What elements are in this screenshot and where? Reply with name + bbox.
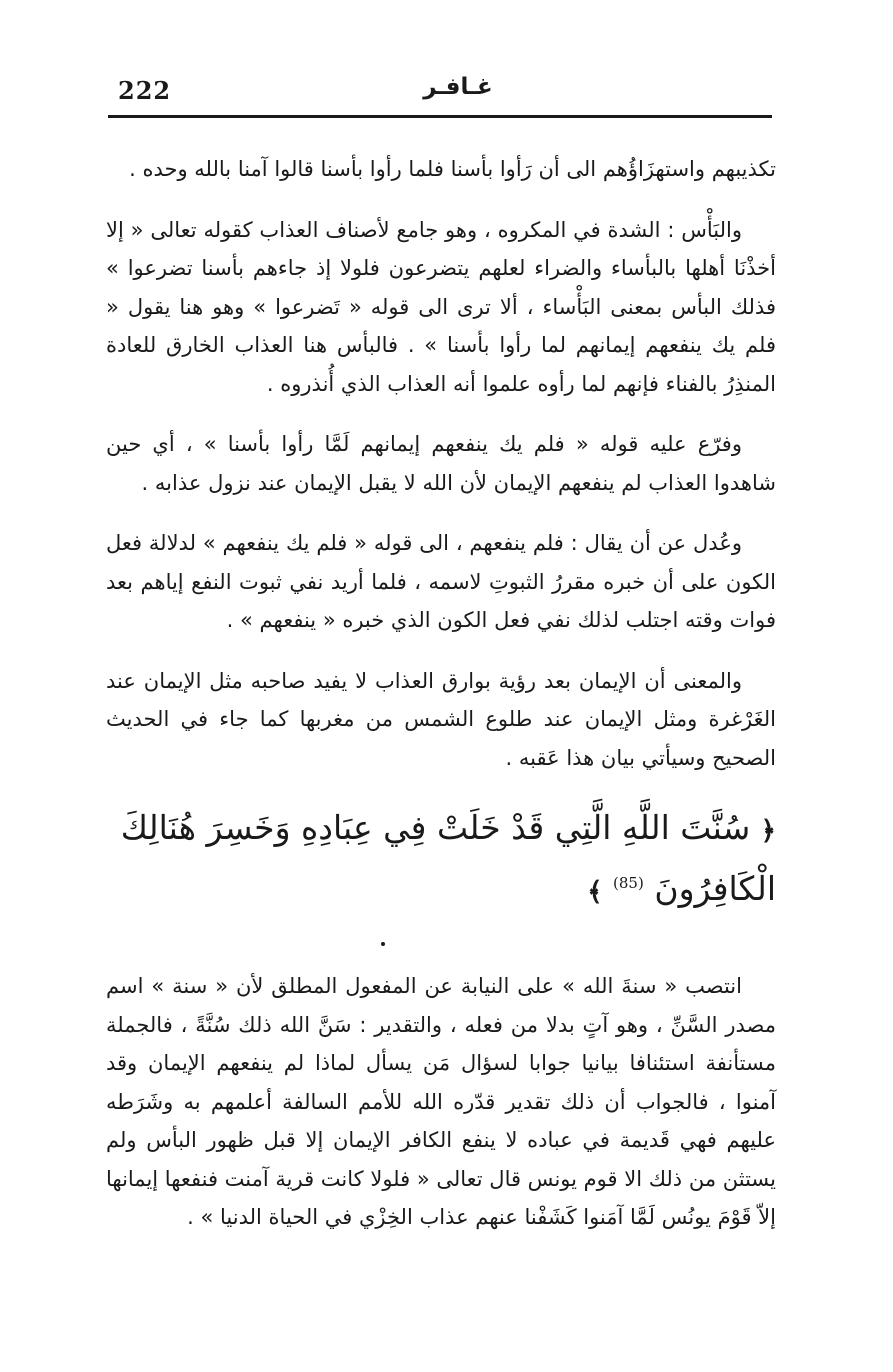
paragraph-5: والمعنى أن الإيمان بعد رؤية بوارق العذاب لا يفيد صاحبه مثل الإيمان عند الغَرْغرة ومثل الإيمان عند طلوع الشمس من مغربها كما جاء في الحديث الصحيح وسيأتي بيان هذا عَقبه . [106,668,776,770]
verse-close-bracket: ﴾ [587,877,603,907]
surah-title: غـافـر [423,74,493,100]
paragraph-4: وعُدل عن أن يقال : فلم ينفعهم ، الى قوله « فلم يك ينفعهم » لدلالة فعل الكون على أن خبره مقررُ الثبوتِ لاسمه ، فلما أريد نفي ثبوت النفع إياهم بعد فوات وقته اجتلب لذلك نفي فعل الكون الذي خبره « ينفعهم » . [106,531,776,632]
paragraph-3: وفرّع عليه قوله « فلم يك ينفعهم إيمانهم لَمَّا رأوا بأسنا » ، أي حين شاهدوا العذاب لم ينفعهم الإيمان لأن الله لا يقبل الإيمان عند نزول عذابه . [106,432,776,495]
paragraph-2: والبَأْس : الشدة في المكروه ، وهو جامع لأصناف العذاب كقوله تعالى « إلا أخذْنَا أهلها بالبأساء والضراء لعلهم يتضرعون فلولا إذ جاءهم بأسنا تضرعوا » فذلك البأس بمعنى البَأْساء ، ألا ترى الى قوله « تَضرعوا » وهو هنا يقول « فلم يك ينفعهم إيمانهم لما رأوا بأسنا » . فالبأس هنا العذاب الخارق للعادة المنذِرُ بالفناء فإنهم لما رأوه علموا أنه العذاب الذي أُنذروه . [106,217,776,396]
separator-dot [381,942,385,946]
verse-text: سُنَّتَ اللَّهِ الَّتِي قَدْ خَلَتْ فِي عِبَادِهِ وَخَسِرَ هُنَالِكَ الْكَافِرُونَ [120,808,776,908]
verse-line [106,799,776,921]
paragraph-1: تكذيبهم واستهزَاؤُهم الى أن رَأوا بأسنا فلما رأوا بأسنا قالوا آمنا بالله وحده . [129,157,776,181]
running-header [108,70,770,116]
commentary-paragraph: انتصب « سنةَ الله » على النيابة عن المفعول المطلق لأن « سنة » اسم مصدر السَّنِّ ، وهو آتٍ بدلا من فعله ، والتقدير : سَنَّ الله ذلك سُنَّةً ، فالجملة مستأنفة استئنافا بيانيا جوابا لسؤال مَن يسأل لماذا لم ينفعهم الإيمان وقد آمنوا ، فالجواب أن ذلك تقدير قدّره الله للأمم السالفة أعلمهم به وشَرَطه عليهم فهي قَديمة في عباده لا ينفع الكافر الإيمان إلا قبل ظهور البأس ولم يستثن من ذلك الا قوم يونس قال تعالى « فلولا كانت قرية آمنت فنفعها إيمانها إلاّ قَوْمَ يونُس لَمَّا آمَنوا كَشَفْنا عنهم عذاب الخِزْي في الحياة الدنيا » . [105,974,776,1229]
header-rule [108,115,772,118]
verse-number: (85) [613,874,644,892]
page-number: 222 [118,76,172,105]
verse-open-bracket: ﴿ [760,816,776,846]
quran-verse [106,799,776,921]
page-body [106,150,776,1259]
